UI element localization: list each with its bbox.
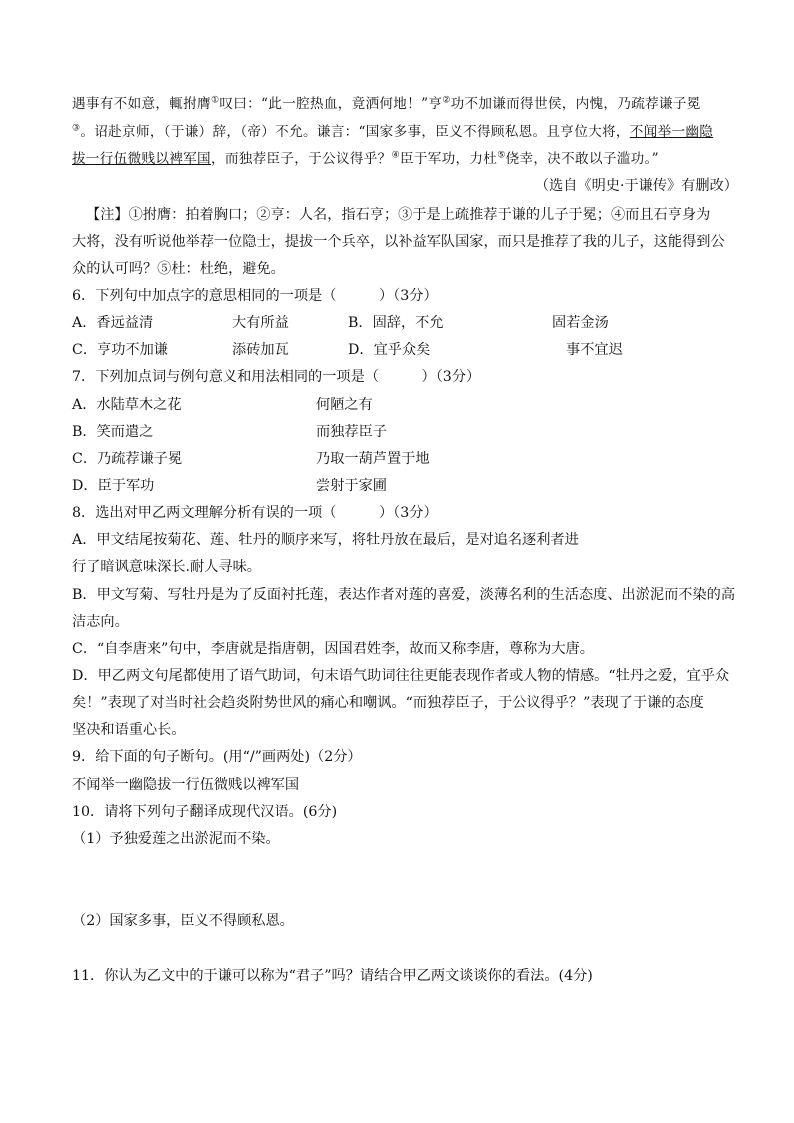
q8-option-d-line-1: D．甲乙两文句尾都使用了语气助词，句末语气助词往往更能表现作者或人物的情感。“牡丹之爱，宜乎众 [72, 668, 730, 684]
q8-stem: 8．选出对甲乙两文理解分析有误的一项（ ）（3分） [72, 505, 438, 521]
footnote-mark-4: ④ [391, 150, 400, 161]
q7-option-d-1: D．臣于军功 [72, 478, 155, 494]
passage-line-3: 拔一行伍微贱以裨军国，而独荐臣子，于公议得乎？④臣于军功，力杜⑤侥幸，决不敢以子滥功。” [72, 150, 659, 167]
q10-sentence-2: （2）国家多事，臣义不得顾私恩。 [72, 913, 294, 929]
q7-option-b-1: B．笑而遣之 [72, 424, 154, 440]
passage-line-1: 遇事有不如意，輒拊膺①叹曰：“此一腔热血，竟洒何地！”亨②功不加谦而得世侯，内愧，乃疏荐谦子冕 [72, 95, 701, 112]
q7-option-a-2: 何陋之有 [316, 397, 373, 413]
passage-line-2: ③。诏赴京师，（于谦）辞，（帝）不允。谦言：“国家多事，臣义不得顾私恩。且亨位大将，不闻举一幽隐 [72, 123, 714, 140]
underlined-sentence-part-1: 不闻举一幽隐 [629, 124, 714, 140]
q8-option-a-line-1: A．甲文结尾按菊花、莲、牡丹的顺序来写，将牡丹放在最后，是对追名逐利者进 [72, 532, 579, 548]
q7-option-d-2: 尝射于家圃 [316, 478, 387, 494]
note-line-3: 众的认可吗？⑤杜：杜绝，避免。 [72, 261, 285, 277]
q6-stem: 6．下列句中加点字的意思相同的一项是（ ）（3分） [72, 288, 438, 304]
q9-sentence: 不闻举一幽隐拔一行伍微贱以裨军国 [72, 777, 300, 793]
footnote-mark-1: ① [210, 95, 220, 106]
q8-option-b-line-1: B．甲文写菊、写牡丹是为了反面衬托莲，表达作者对莲的喜爱，淡薄名利的生活态度、出淤泥而不染的高 [72, 587, 736, 603]
q10-sentence-1: （1）予独爱莲之出淤泥而不染。 [72, 831, 280, 847]
q11-stem: 11．你认为乙文中的于谦可以称为“君子”吗？请结合甲乙两文谈谈你的看法。(4分) [72, 968, 593, 984]
q6-option-c-1: C．亨功不加谦 [72, 342, 168, 358]
q8-option-d-line-2: 矣！”表现了对当时社会趋炎附势世风的痛心和嘲讽。“而独荐臣子，于公议得乎？”表现了于谦的态度 [72, 695, 704, 711]
q7-option-a-1: A．水陆草木之花 [72, 397, 182, 413]
q7-option-b-2: 而独荐臣子 [316, 424, 387, 440]
note-line-1: 【注】①拊膺：拍着胸口；②亨：人名，指石亨；③于是上疏推荐于谦的儿子于冕；④而且石亨身为 [86, 207, 711, 223]
footnote-mark-3: ③ [72, 123, 81, 134]
q8-option-c-line-1: C．“自李唐来”句中，李唐就是指唐朝，因国君姓李，故而又称李唐，尊称为大唐。 [72, 641, 594, 657]
q6-option-a-1: A．香远益清 [72, 315, 154, 331]
q8-option-d-line-3: 坚决和语重心长。 [72, 722, 186, 738]
q6-option-d-1: D．宜乎众矣 [348, 342, 431, 358]
q7-option-c-1: C．乃疏荐谦子冕 [72, 451, 183, 467]
q7-option-c-2: 乃取一葫芦置于地 [316, 451, 430, 467]
q9-stem: 9．给下面的句子断句。(用“/”画两处)（2分） [72, 749, 362, 765]
passage-source: （选自《明史·于谦传》有删改） [534, 178, 738, 194]
underlined-sentence-part-2: 拔一行伍微贱以裨军国 [72, 151, 211, 167]
footnote-mark-5: ⑤ [497, 150, 506, 161]
q6-option-c-2: 添砖加瓦 [232, 342, 289, 358]
q7-stem: 7．下列加点词与例句意义和用法相同的一项是（ ）（3分） [72, 369, 481, 385]
q8-option-b-line-2: 洁志向。 [72, 614, 129, 630]
q6-option-d-2: 事不宜迟 [566, 342, 623, 358]
note-line-2: 大将，没有听说他举荐一位隐士，提拔一个兵卒，以补益军队国家，而只是推荐了我的儿子，这能得到公 [72, 234, 725, 250]
q8-option-a-line-2: 行了暗讽意味深长.耐人寻味。 [72, 559, 261, 575]
q6-option-b-2: 固若金汤 [552, 315, 609, 331]
q10-stem: 10．请将下列句子翻译成现代汉语。(6分) [72, 804, 338, 820]
q6-option-b-1: B．固辞，不允 [348, 315, 444, 331]
footnote-mark-2: ② [442, 95, 451, 106]
q6-option-a-2: 大有所益 [232, 315, 289, 331]
